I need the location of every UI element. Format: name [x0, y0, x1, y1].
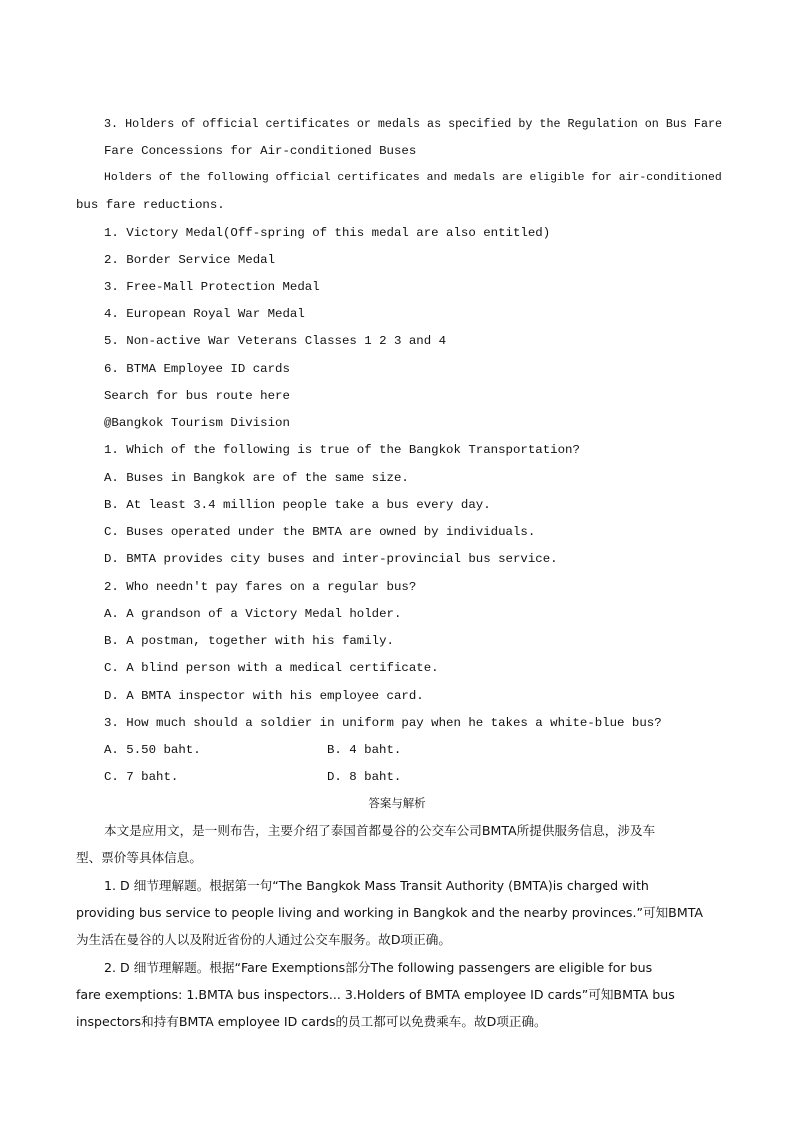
question-1: 1. Which of the following is true of the Bangkok Transportation?: [104, 443, 580, 457]
list-item: 2. Border Service Medal: [104, 253, 276, 267]
summary-line-1: 本文是应用文，是一则布告，主要介绍了泰国首都曼谷的公交车公司BMTA所提供服务信息，涉及车: [104, 823, 656, 838]
source-credit: @Bangkok Tourism Division: [104, 416, 290, 430]
section-heading: Fare Concessions for Air-conditioned Buses: [104, 144, 417, 158]
list-item: 3. Free-Mall Protection Medal: [104, 280, 320, 294]
search-route-text: Search for bus route here: [104, 389, 290, 403]
option: D. BMTA provides city buses and inter-provincial bus service.: [104, 552, 558, 566]
passage-item-3: 3. Holders of official certificates or medals as specified by the Regulation on Bus Fare: [104, 117, 723, 131]
option: B. A postman, together with his family.: [104, 634, 394, 648]
option: C. 7 baht.: [104, 770, 179, 784]
option: D. 8 baht.: [327, 770, 402, 784]
intro-line-2: bus fare reductions.: [76, 198, 225, 212]
option: A. A grandson of a Victory Medal holder.: [104, 607, 402, 621]
question-2: 2. Who needn't pay fares on a regular bus?: [104, 580, 417, 594]
option: C. A blind person with a medical certificate.: [104, 661, 439, 675]
option: A. Buses in Bangkok are of the same size.: [104, 471, 409, 485]
list-item: 1. Victory Medal(Off-spring of this medal are also entitled): [104, 226, 551, 240]
summary-line-2: 型、票价等具体信息。: [76, 850, 202, 865]
answer-2-line-2: fare exemptions: 1.BMTA bus inspectors... 3.Holders of BMTA employee ID cards”可知BMTA bus: [76, 987, 675, 1002]
option: B. At least 3.4 million people take a bus every day.: [104, 498, 491, 512]
answer-1-line-3: 为生活在曼谷的人以及附近省份的人通过公交车服务。故D项正确。: [76, 932, 451, 947]
answer-1-line-2: providing bus service to people living and working in Bangkok and the nearby provinces.”可知BMTA: [76, 905, 704, 920]
answer-2-line-1: 2. D 细节理解题。根据“Fare Exemptions部分The following passengers are eligible for bus: [104, 960, 653, 975]
answers-title: 答案与解析: [368, 796, 426, 810]
question-3: 3. How much should a soldier in uniform pay when he takes a white-blue bus?: [104, 716, 662, 730]
intro-line-1: Holders of the following official certificates and medals are eligible for air-conditioned: [104, 171, 722, 184]
answer-2-line-3: inspectors和持有BMTA employee ID cards的员工都可以免费乘车。故D项正确。: [76, 1014, 547, 1029]
list-item: 4. European Royal War Medal: [104, 307, 305, 321]
list-item: 5. Non-active War Veterans Classes 1 2 3 and 4: [104, 334, 447, 348]
option: C. Buses operated under the BMTA are owned by individuals.: [104, 525, 536, 539]
answer-1-line-1: 1. D 细节理解题。根据第一句“The Bangkok Mass Transit Authority (BMTA)is charged with: [104, 878, 649, 893]
option: B. 4 baht.: [327, 743, 402, 757]
option: A. 5.50 baht.: [104, 743, 201, 757]
list-item: 6. BTMA Employee ID cards: [104, 362, 290, 376]
option: D. A BMTA inspector with his employee card.: [104, 689, 424, 703]
